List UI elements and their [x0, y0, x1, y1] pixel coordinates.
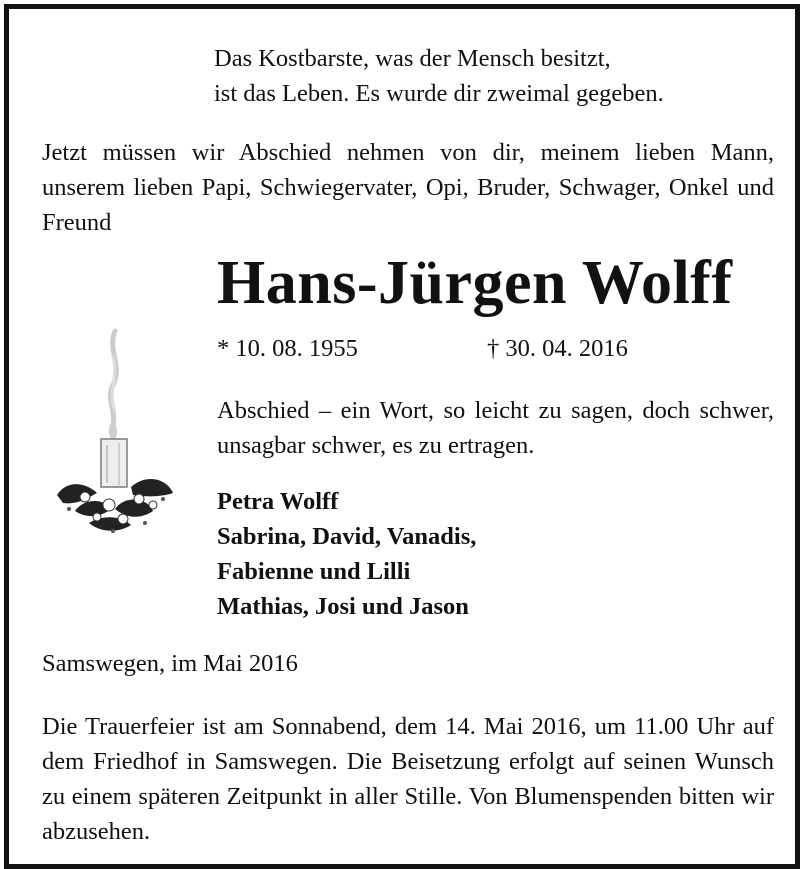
birth-date: * 10. 08. 1955 [217, 335, 358, 362]
mourner-line: Fabienne und Lilli [217, 558, 411, 585]
deceased-name: Hans-Jürgen Wolff [217, 249, 733, 317]
motto-line-1: Das Kostbarste, was der Mensch besitzt, [214, 45, 611, 72]
candle-icon [49, 327, 179, 547]
mourner-line: Mathias, Josi und Jason [217, 593, 469, 620]
service-info: Die Trauerfeier ist am Sonnabend, dem 14. Mai 2016, um 11.00 Uhr auf dem Friedhof in Samswegen. Die Beisetzung erfolgt auf seinen Wunsch zu einem späteren Zeitpunkt in aller Stille. Von Blumenspenden bitten wir abzusehen. [42, 713, 774, 845]
mourners-list [217, 484, 476, 624]
mourner-line: Petra Wolff [217, 488, 339, 515]
motto-verse [214, 41, 774, 111]
death-date: † 30. 04. 2016 [487, 335, 628, 362]
motto-line-2: ist das Leben. Es wurde dir zweimal gegeben. [214, 80, 664, 107]
intro-text: Jetzt müssen wir Abschied nehmen von dir, meinem lieben Mann, unserem lieben Papi, Schwiegervater, Opi, Bruder, Schwager, Onkel und Freund [42, 139, 774, 236]
obituary-frame [4, 4, 800, 869]
mourner-line: Sabrina, David, Vanadis, [217, 523, 477, 550]
place-date: Samswegen, im Mai 2016 [42, 650, 298, 677]
farewell-quote: Abschied – ein Wort, so leicht zu sagen, doch schwer, unsagbar schwer, es zu ertragen. [217, 397, 774, 459]
